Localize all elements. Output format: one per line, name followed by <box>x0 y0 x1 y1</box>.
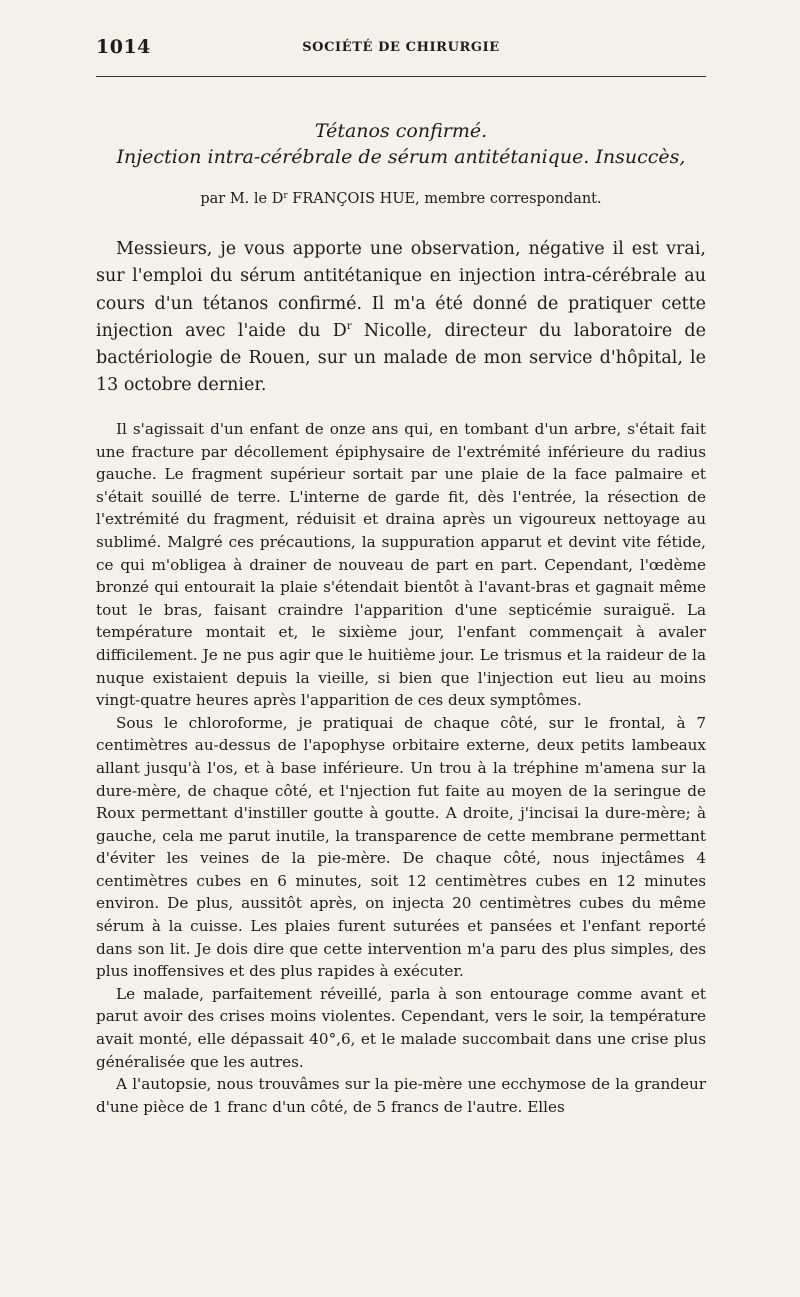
running-head: SOCIÉTÉ DE CHIRURGIE <box>302 40 500 55</box>
intro-paragraph <box>96 236 706 400</box>
author-line <box>96 188 706 210</box>
title-line-1: Tétanos confirmé. <box>314 120 488 142</box>
paragraph-outcome: Le malade, parfaitement réveillé, parla à son entourage comme avant et parut avoir des crises moins violentes. Cependant, vers le soir, la température avait monté, elle dépassait 40°,6, et le malade succombait dans une crise plus généralisée que les autres. <box>96 984 706 1071</box>
page-header <box>96 36 706 60</box>
article-title <box>96 118 706 170</box>
header-rule <box>96 76 706 77</box>
paragraph-operation: Sous le chloroforme, je pratiquai de chaque côté, sur le frontal, à 7 centimètres au-dessus de l'apophyse orbitaire externe, deux petits lambeaux allant jusqu'à l'os, et à base inférieure. Un trou à la tréphine m'amena sur la dure-mère, de chaque côté, et l'njection fut faite au moyen de la seringue de Roux permettant d'instiller goutte à goutte. A droite, j'incisai la dure-mère; à gauche, cela me parut inutile, la transparence de cette membrane permettant d'éviter les veines de la pie-mère. De chaque côté, nous injectâmes 4 centimètres cubes en 6 minutes, soit 12 centimètres cubes en 12 minutes environ. De plus, aussitôt après, on injecta 20 centimètres cubes du même sérum à la cuisse. Les plaies furent suturées et pansées et l'enfant reporté dans son lit. Je dois dire que cette intervention m'a paru des plus simples, des plus inoffensives et des plus rapides à exécuter. <box>96 713 706 981</box>
author-prefix: par M. le D <box>200 191 284 207</box>
author-sup: r <box>283 191 288 201</box>
page-number: 1014 <box>96 36 151 58</box>
intro-sup: r <box>346 320 352 332</box>
author-rest: FRANÇOIS HUE, membre correspondant. <box>287 191 602 207</box>
paragraph-autopsy: A l'autopsie, nous trouvâmes sur la pie-mère une ecchymose de la grandeur d'une pièce de 1 franc d'un côté, de 5 francs de l'autre. Elles <box>96 1075 706 1116</box>
title-line-2: Injection intra-cérébrale de sérum antitétanique. Insuccès, <box>116 146 686 168</box>
body-text <box>96 418 706 1118</box>
paragraph-case-history: Il s'agissait d'un enfant de onze ans qui, en tombant d'un arbre, s'était fait une fracture par décollement épiphysaire de l'extrémité inférieure du radius gauche. Le fragment supérieur sortait par une plaie de la face palmaire et s'était souillé de terre. L'interne de garde fit, dès l'entrée, la résection de l'extrémité du fragment, réduisit et draina après un vigoureux nettoyage au sublimé. Malgré ces précautions, la suppuration apparut et devint vite fétide, ce qui m'obligea à drainer de nouveau de part en part. Cependant, l'œdème bronzé qui entourait la plaie s'étendait bientôt à l'avant-bras et gagnait même tout le bras, faisant craindre l'apparition d'une septicémie suraiguë. La température montait et, le sixième jour, l'enfant commençait à avaler difficilement. Je ne pus agir que le huitième jour. Le trismus et la raideur de la nuque existaient depuis la vieille, si bien que l'injection eut lieu au moins vingt-quatre heures après l'apparition de ces deux symptômes. <box>96 420 706 710</box>
intro-part-2: Nicolle, directeur du laboratoire de bactériologie de Rouen, sur un malade de mon service d'hôpital, le 13 octobre dernier. <box>96 320 706 396</box>
intro-part-1: Messieurs, je vous apporte une observation, négative il est vrai, sur l'emploi du sérum antitétanique en injection intra-cérébrale au cours d'un tétanos confirmé. Il m'a été donné de pratiquer cette injection avec l'aide du D <box>96 239 706 341</box>
